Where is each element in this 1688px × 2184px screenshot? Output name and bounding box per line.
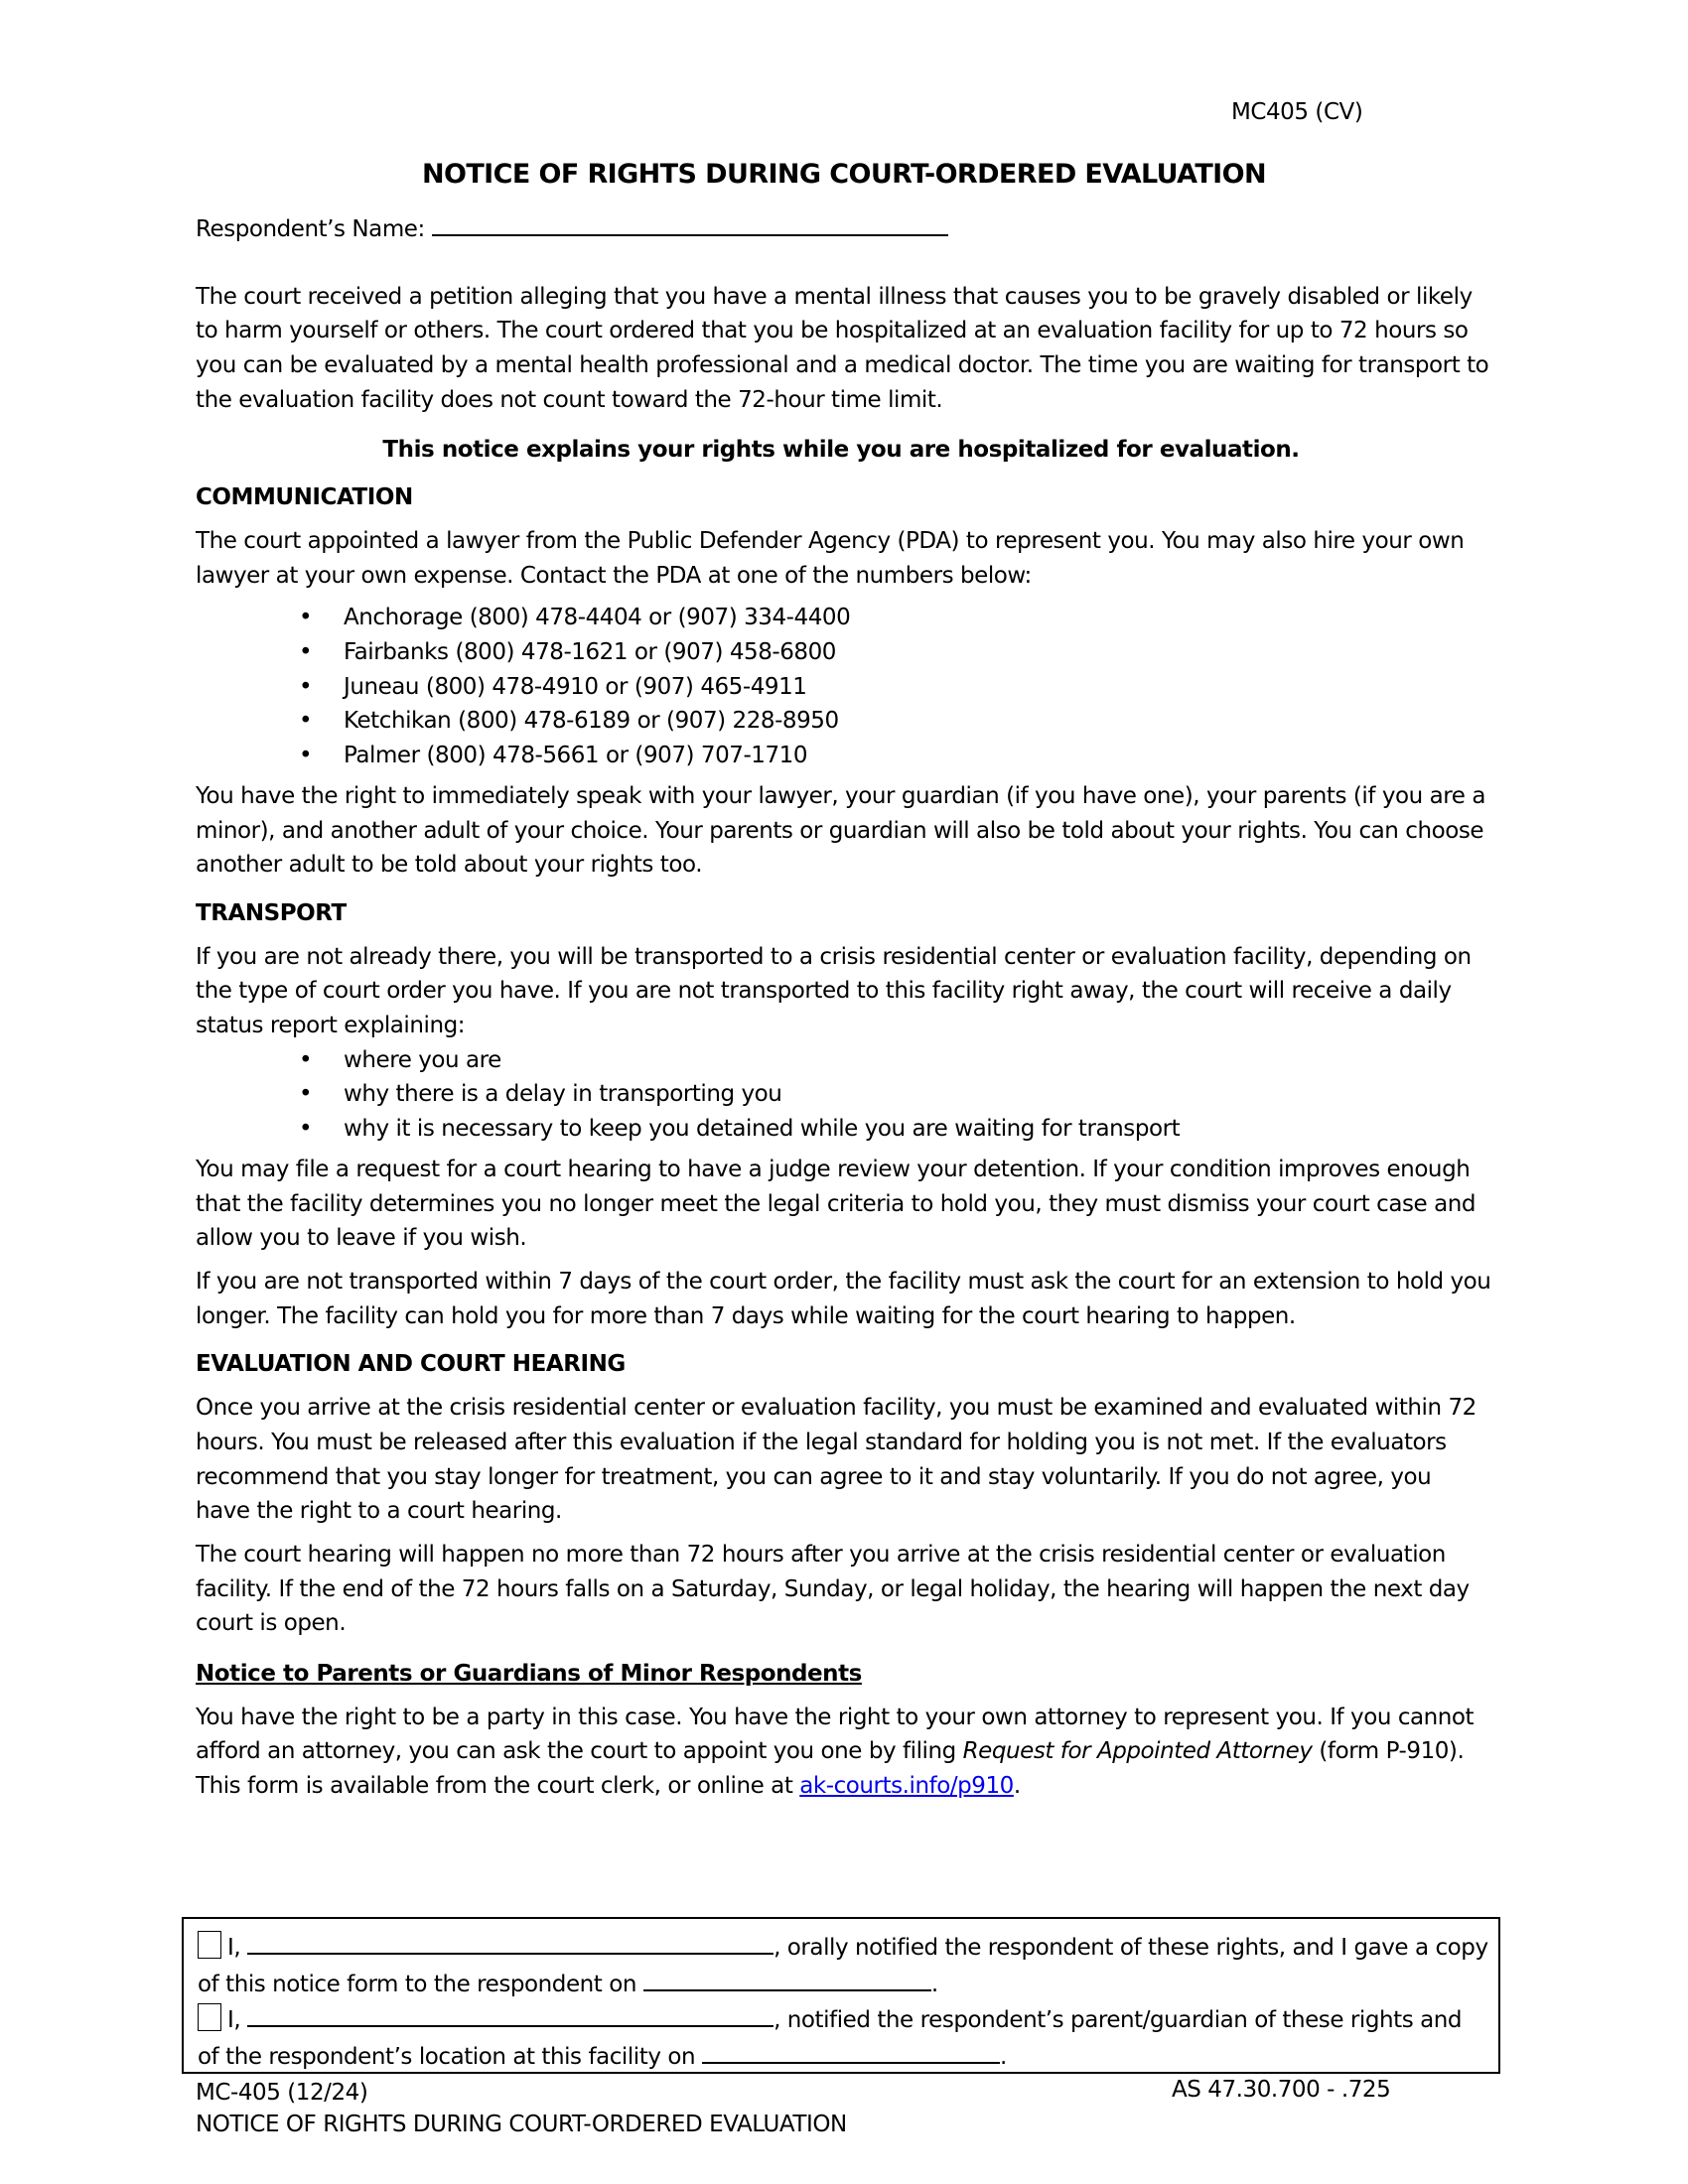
certification-orally: I, , orally notified the respondent of these rights, and I gave a copy of this notice form to the respondent on .: [198, 1929, 1488, 2001]
document-body: [196, 210, 1491, 1804]
form-code: MC405 (CV): [1231, 99, 1363, 125]
footer-left: [196, 2077, 847, 2140]
form-version: MC-405 (12/24): [196, 2080, 368, 2106]
list-item: • where you are: [299, 1046, 501, 1073]
list-item: • why there is a delay in transporting you: [299, 1081, 782, 1108]
p910-link[interactable]: ak-courts.info/p910: [799, 1773, 1014, 1800]
respondent-name-row: [196, 210, 1491, 247]
date-field-2[interactable]: [702, 2038, 1000, 2064]
notifier-name-field-2[interactable]: [247, 2001, 774, 2027]
list-item: • Ketchikan (800) 478-6189 or (907) 228-8950: [299, 708, 839, 735]
certification-box: [182, 1917, 1500, 2074]
parent-notified-checkbox[interactable]: [198, 2003, 221, 2031]
status-report-list: [196, 1043, 1491, 1147]
parents-heading: Notice to Parents or Guardians of Minor Respondents: [196, 1661, 862, 1688]
evaluation-heading: EVALUATION AND COURT HEARING: [196, 1351, 626, 1378]
page-title: NOTICE OF RIGHTS DURING COURT-ORDERED EVALUATION: [422, 159, 1266, 190]
form-name: Request for Appointed Attorney: [962, 1738, 1313, 1765]
statute-reference: AS 47.30.700 - .725: [1172, 2077, 1391, 2103]
notice-explains: This notice explains your rights while you are hospitalized for evaluation.: [382, 436, 1300, 463]
transport-paragraph-2: You may file a request for a court hearing to have a judge review your detention. If your condition improves enough that the facility determines you no longer meet the legal criteria to hold you, they must dismiss your court case and allow you to leave if you wish.: [196, 1156, 1476, 1252]
respondent-name-label: Respondent’s Name:: [196, 216, 425, 242]
list-item: • Anchorage (800) 478-4404 or (907) 334-4400: [299, 605, 851, 631]
date-field-1[interactable]: [643, 1966, 931, 1991]
transport-paragraph-1: If you are not already there, you will be transported to a crisis residential center or evaluation facility, depending on the type of court order you have. If you are not transported to this facility right away, the court will receive a daily status report explaining:: [196, 943, 1472, 1039]
transport-paragraph-3: If you are not transported within 7 days of the court order, the facility must ask the court for an extension to hold you longer. The facility can hold you for more than 7 days while waiting for the court hearing to happen.: [196, 1268, 1491, 1329]
evaluation-paragraph-2: The court hearing will happen no more than 72 hours after you arrive at the crisis residential center or evaluation facility. If the end of the 72 hours falls on a Saturday, Sunday, or legal holiday, the hearing will happen the next day court is open.: [196, 1541, 1470, 1637]
certification-parent: I, , notified the respondent’s parent/guardian of these rights and of the respondent’s location at this facility on .: [198, 2001, 1488, 2074]
communication-heading: COMMUNICATION: [196, 484, 413, 511]
footer-form-title: NOTICE OF RIGHTS DURING COURT-ORDERED EVALUATION: [196, 2112, 847, 2137]
list-item: • Fairbanks (800) 478-1621 or (907) 458-6800: [299, 639, 836, 666]
intro-paragraph: The court received a petition alleging that you have a mental illness that causes you to be gravely disabled or likely to harm yourself or others. The court ordered that you be hospitalized at an evaluation facility for up to 72 hours so you can be evaluated by a mental health professional and a medical doctor. The time you are waiting for transport to the evaluation facility does not count toward the 72-hour time limit.: [196, 283, 1489, 413]
list-item: • Juneau (800) 478-4910 or (907) 465-4911: [299, 673, 807, 700]
list-item: • Palmer (800) 478-5661 or (907) 707-1710: [299, 743, 808, 769]
pda-office-list: [196, 601, 1491, 773]
transport-heading: TRANSPORT: [196, 899, 347, 926]
communication-paragraph-1: The court appointed a lawyer from the Public Defender Agency (PDA) to represent you. You may also hire your own lawyer at your own expense. Contact the PDA at one of the numbers below:: [196, 527, 1465, 589]
parents-paragraph: You have the right to be a party in this case. You have the right to your own attorney to represent you. If you cannot afford an attorney, you can ask the court to appoint you one by filing Request for Appointed Attorney (form P-910). This form is available from the court clerk, or online at ak-courts.info/p910.: [196, 1704, 1475, 1800]
evaluation-paragraph-1: Once you arrive at the crisis residential center or evaluation facility, you must be examined and evaluated within 72 hours. You must be released after this evaluation if the legal standard for holding you is not met. If the evaluators recommend that you stay longer for treatment, you can agree to it and stay voluntarily. If you do not agree, you have the right to a court hearing.: [196, 1395, 1477, 1525]
communication-paragraph-2: You have the right to immediately speak with your lawyer, your guardian (if you have one), your parents (if you are a minor), and another adult of your choice. Your parents or guardian will also be told about your rights. You can choose another adult to be told about your rights too.: [196, 782, 1485, 879]
list-item: • why it is necessary to keep you detained while you are waiting for transport: [299, 1116, 1181, 1143]
orally-notified-checkbox[interactable]: [198, 1931, 221, 1959]
notifier-name-field-1[interactable]: [247, 1929, 774, 1955]
respondent-name-field[interactable]: [432, 210, 948, 236]
